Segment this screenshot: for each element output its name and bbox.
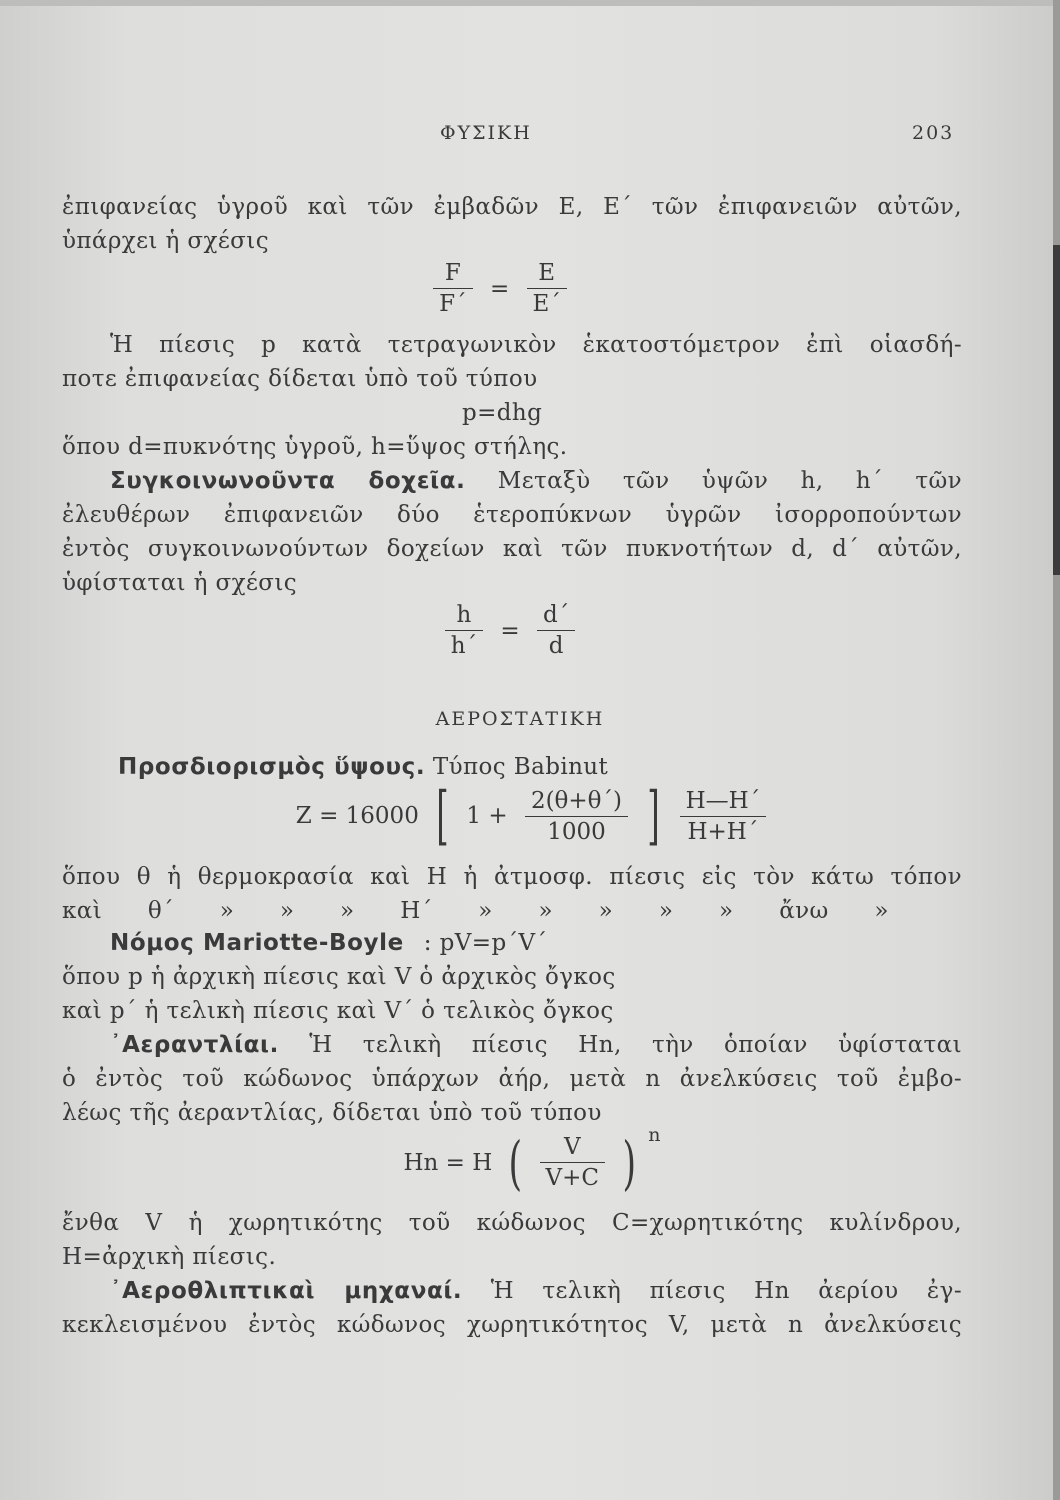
text-line-13: Νόμος Mariotte-Boyle : pV=p΄V΄ (110, 930, 548, 956)
formula-height-density: $\frac{h}{h΄}$ = $\frac{d΄}{d}$ (400, 600, 620, 661)
text-line-3: Ἡ πίεσις p κατὰ τετραγωνικὸν ἑκατοστόμετρον ἐπὶ οἱασδή- (110, 332, 962, 358)
text-line-10: Προσδιορισμὸς ὕψους. Τύπος Babinut (118, 754, 609, 780)
heading-communicating-vessels: Συγκοινωνοῦντα δοχεῖα. (110, 468, 466, 494)
text-line-4: ποτε ἐπιφανείας δίδεται ὑπὸ τοῦ τύπου (62, 366, 538, 392)
text-line-7: ἐλευθέρων ἐπιφανειῶν δύο ἑτεροπύκνων ὑγρῶν ἰσορροπούντων (62, 502, 962, 528)
heading-air-compressors: ᾿Αεροθλιπτικαὶ μηχαναί. (110, 1278, 463, 1304)
text-line-1: ἐπιφανείας ὑγροῦ καὶ τῶν ἐμβαδῶν Ε, Ε΄ τῶν ἐπιφανειῶν αὐτῶν, (62, 194, 962, 220)
text-line-18: λέως τῆς ἀεραντλίας, δίδεται ὑπὸ τοῦ τύπου (62, 1100, 602, 1126)
heading-mariotte-boyle: Νόμος Mariotte-Boyle (110, 930, 404, 956)
heading-air-pumps: ᾿Αεραντλίαι. (110, 1032, 279, 1058)
text-line-9: ὑφίσταται ἡ σχέσις (62, 570, 298, 596)
page-top-edge (0, 0, 1060, 6)
text-line-22: κεκλεισμένου ἐντὸς κώδωνος χωρητικότητος V, μετὰ n ἀνελκύσεις (62, 1312, 962, 1338)
page-right-edge (1053, 0, 1060, 1500)
text-line-16: ᾿Αεραντλίαι. Ἡ τελικὴ πίεσις Hn, τὴν ὁποίαν ὑφίσταται (110, 1032, 962, 1058)
text-line-17: ὁ ἐντὸς τοῦ κώδωνος ὑπάρχων ἀήρ, μετὰ n ἀνελκύσεις τοῦ ἐμβο- (62, 1066, 962, 1092)
text-line-12: καὶ θ΄ » » » Η΄ » » » » » ἄνω » (62, 898, 889, 924)
formula-force-area: $\frac{F}{F΄}$ = $\frac{E}{E΄}$ (380, 258, 620, 319)
formula-pressure: p=dhg (462, 400, 543, 426)
text-line-8: ἐντὸς συγκοινωνούντων δοχείων καὶ τῶν πυκνοτήτων d, d΄ αὐτῶν, (62, 536, 962, 562)
text-line-2: ὑπάρχει ἡ σχέσις (62, 228, 269, 254)
heading-altitude: Προσδιορισμὸς ὕψους. (118, 754, 426, 780)
text-line-20: Η=ἀρχικὴ πίεσις. (62, 1244, 277, 1270)
formula-air-pump: Hn = H ( $\frac{V}{V+C}$ ) $^n$ (403, 1124, 661, 1197)
text-line-15: καὶ p΄ ἡ τελικὴ πίεσις καὶ V΄ ὁ τελικὸς ὄγκος (62, 998, 614, 1024)
text-line-6: Συγκοινωνοῦντα δοχεῖα. Μεταξὺ τῶν ὑψῶν h, h΄ τῶν (110, 468, 962, 494)
running-head: ΦΥΣΙΚΗ (440, 122, 532, 144)
text-line-21: ᾿Αεροθλιπτικαὶ μηχαναί. Ἡ τελικὴ πίεσις Hn ἀερίου ἐγ- (110, 1278, 962, 1304)
formula-babinet: Z = 16000 [ 1 + $\frac{2(\theta+\theta΄)}{1000}$ ] $\frac{H—H΄}{H+H΄}$ (262, 784, 802, 848)
page-edge-mark (1053, 245, 1060, 575)
text-line-19: ἔνθα V ἡ χωρητικότης τοῦ κώδωνος C=χωρητικότης κυλίνδρου, (62, 1210, 962, 1236)
text-line-5: ὅπου d=πυκνότης ὑγροῦ, h=ὕψος στήλης. (62, 434, 568, 460)
text-line-11: ὅπου θ ἡ θερμοκρασία καὶ Η ἡ ἀτμοσφ. πίεσις εἰς τὸν κάτω τόπον (62, 864, 962, 890)
page-number: 203 (912, 122, 955, 144)
text-line-14: ὅπου p ἡ ἀρχικὴ πίεσις καὶ V ὁ ἀρχικὸς ὄγκος (62, 964, 616, 990)
section-heading-aerostatics: ΑΕΡΟΣΤΑΤΙΚΗ (435, 708, 605, 730)
